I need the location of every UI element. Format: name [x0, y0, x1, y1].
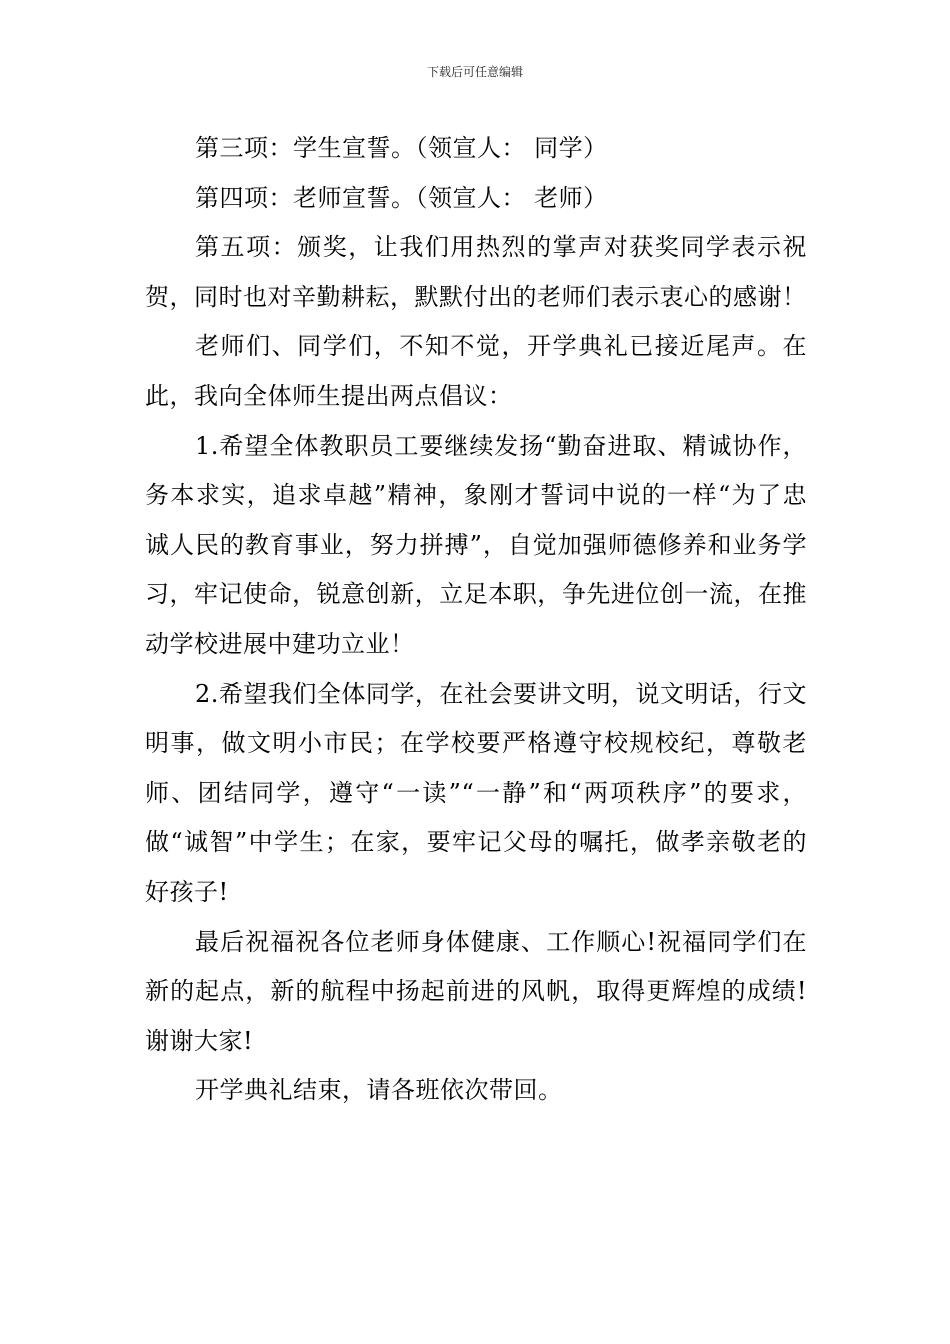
- paragraph-closing-intro: 老师们、同学们，不知不觉，开学典礼已接近尾声。在此，我向全体师生提出两点倡议：: [145, 332, 807, 410]
- page-header-note: 下载后可任意编辑: [426, 65, 523, 79]
- paragraph-proposal-students: 2.希望我们全体同学，在社会要讲文明，说文明话，行文明事，做文明小市民；在学校要严格遵守校规校纪，尊敬老师、团结同学，遵守“一读”“一静”和“两项秩序”的要求，做“诚智”中学生；在家，要牢记父母的嘱托，做孝亲敬老的好孩子!: [145, 679, 807, 906]
- document-body: [145, 124, 807, 1116]
- paragraph-item-3: 第三项：学生宣誓。（领宣人： 同学）: [195, 134, 608, 162]
- paragraph-final-wishes: 最后祝福祝各位老师身体健康、工作顺心!祝福同学们在新的起点，新的航程中扬起前进的风帆，取得更辉煌的成绩!谢谢大家!: [145, 927, 807, 1055]
- paragraph-item-4: 第四项：老师宣誓。（领宣人： 老师）: [195, 183, 608, 212]
- paragraph-awards: 第五项：颁奖，让我们用热烈的掌声对获奖同学表示祝贺，同时也对辛勤耕耘，默默付出的老师们表示衷心的感谢！: [145, 233, 807, 311]
- paragraph-proposal-staff: 1.希望全体教职员工要继续发扬“勤奋进取、精诚协作，务本求实，追求卓越”精神，象刚才誓词中说的一样“为了忠诚人民的教育事业，努力拼搏”，自觉加强师德修养和业务学习，牢记使命，锐意创新，立足本职，争先进位创一流，在推动学校进展中建功立业！: [145, 431, 807, 658]
- paragraph-ceremony-end: 开学典礼结束，请各班依次带回。: [195, 1076, 563, 1105]
